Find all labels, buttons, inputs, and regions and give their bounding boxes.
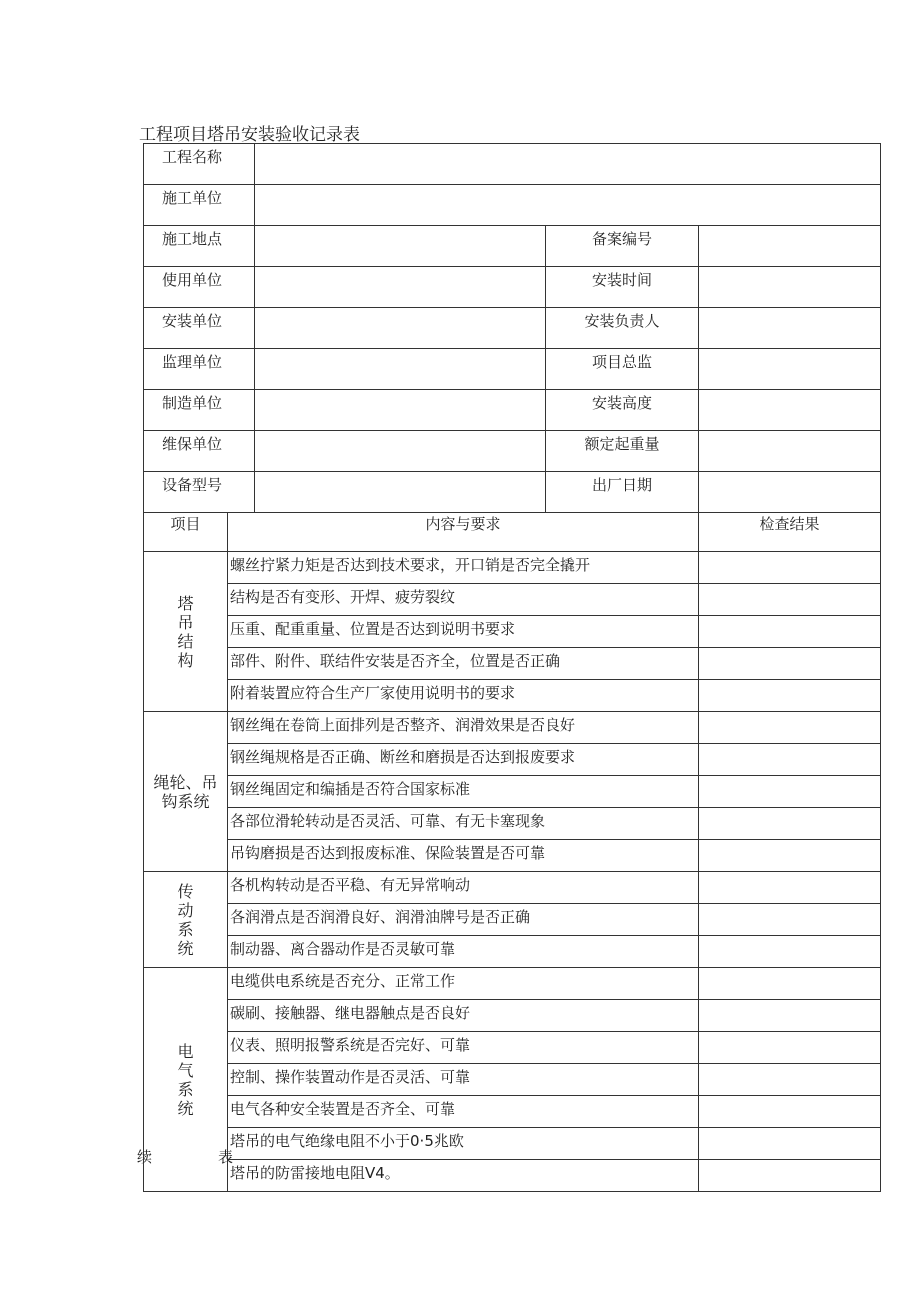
check-item-row: [144, 840, 881, 872]
check-result-field[interactable]: [699, 584, 881, 616]
info-value-field[interactable]: [255, 267, 546, 308]
info-value-field-secondary[interactable]: [699, 267, 881, 308]
info-value-field-secondary[interactable]: [699, 390, 881, 431]
check-item-text: 制动器、离合器动作是否灵敏可靠: [228, 936, 699, 968]
category-label-line: 构: [177, 650, 194, 670]
check-item-row: [144, 712, 881, 744]
category-label-line: 系: [177, 919, 194, 939]
info-value-field-secondary[interactable]: [699, 431, 881, 472]
header-result: 检查结果: [699, 513, 881, 552]
info-value-field[interactable]: [255, 349, 546, 390]
check-item-text: 塔吊的防雷接地电阻V4。: [228, 1160, 699, 1192]
info-label-secondary: 安装高度: [546, 390, 699, 431]
info-row: [144, 144, 881, 185]
check-item-text: 各部位滑轮转动是否灵活、可靠、有无卡塞现象: [228, 808, 699, 840]
check-item-row: [144, 1160, 881, 1192]
info-row: [144, 308, 881, 349]
check-result-field[interactable]: [699, 1000, 881, 1032]
check-item-text: 附着装置应符合生产厂家使用说明书的要求: [228, 680, 699, 712]
check-item-row: [144, 1032, 881, 1064]
info-row: [144, 431, 881, 472]
info-value-field-secondary[interactable]: [699, 308, 881, 349]
info-row: [144, 185, 881, 226]
info-row: [144, 472, 881, 513]
check-result-field[interactable]: [699, 744, 881, 776]
check-result-field[interactable]: [699, 872, 881, 904]
check-result-field[interactable]: [699, 712, 881, 744]
category-label-line: 结: [177, 631, 194, 651]
check-result-field[interactable]: [699, 680, 881, 712]
info-value-field[interactable]: [255, 144, 881, 185]
check-item-row: [144, 776, 881, 808]
check-item-row: [144, 1064, 881, 1096]
info-value-field[interactable]: [255, 226, 546, 267]
category-label: [144, 712, 228, 872]
check-result-field[interactable]: [699, 904, 881, 936]
check-item-row: [144, 680, 881, 712]
check-item-row: [144, 968, 881, 1000]
info-value-field[interactable]: [255, 308, 546, 349]
info-value-field[interactable]: [255, 472, 546, 513]
check-result-field[interactable]: [699, 968, 881, 1000]
category-label-line: 绳轮、吊: [153, 772, 218, 792]
check-item-text: 控制、操作装置动作是否灵活、可靠: [228, 1064, 699, 1096]
header-item: 项目: [144, 513, 228, 552]
form-title: 工程项目塔吊安装验收记录表: [139, 125, 360, 145]
info-label: 设备型号: [144, 472, 255, 513]
check-item-row: [144, 584, 881, 616]
check-item-text: 结构是否有变形、开焊、疲劳裂纹: [228, 584, 699, 616]
check-item-text: 仪表、照明报警系统是否完好、可靠: [228, 1032, 699, 1064]
acceptance-record-table: [143, 143, 881, 1192]
check-result-field[interactable]: [699, 808, 881, 840]
category-label-line: 气: [177, 1060, 194, 1080]
check-item-text: 螺丝拧紧力矩是否达到技术要求，开口销是否完全撬开: [228, 552, 699, 584]
info-row: [144, 267, 881, 308]
check-item-text: 钢丝绳规格是否正确、断丝和磨损是否达到报废要求: [228, 744, 699, 776]
check-item-text: 部件、附件、联结件安装是否齐全，位置是否正确: [228, 648, 699, 680]
info-value-field-secondary[interactable]: [699, 472, 881, 513]
check-result-field[interactable]: [699, 1064, 881, 1096]
check-result-field[interactable]: [699, 1096, 881, 1128]
category-label: [144, 552, 228, 712]
category-label-line: 统: [177, 938, 194, 958]
info-label: 施工地点: [144, 226, 255, 267]
check-result-field[interactable]: [699, 936, 881, 968]
check-item-text: 钢丝绳固定和编插是否符合国家标准: [228, 776, 699, 808]
check-item-row: [144, 616, 881, 648]
category-label-line: 统: [177, 1098, 194, 1118]
category-label-line: 塔: [177, 593, 194, 613]
check-item-text: 各机构转动是否平稳、有无异常响动: [228, 872, 699, 904]
header-content: 内容与要求: [228, 513, 699, 552]
info-value-field[interactable]: [255, 390, 546, 431]
check-item-text: 钢丝绳在卷筒上面排列是否整齐、润滑效果是否良好: [228, 712, 699, 744]
category-label: [144, 872, 228, 968]
table-header-row: [144, 513, 881, 552]
category-label-line: 传: [177, 881, 194, 901]
check-item-row: [144, 744, 881, 776]
info-value-field-secondary[interactable]: [699, 226, 881, 267]
footer-continued-right: 表: [218, 1148, 234, 1166]
info-label: 工程名称: [144, 144, 255, 185]
check-item-row: [144, 552, 881, 584]
check-item-text: 压重、配重重量、位置是否达到说明书要求: [228, 616, 699, 648]
check-result-field[interactable]: [699, 840, 881, 872]
check-item-row: [144, 904, 881, 936]
check-result-field[interactable]: [699, 616, 881, 648]
info-label: 维保单位: [144, 431, 255, 472]
info-label: 使用单位: [144, 267, 255, 308]
footer-continued-left: 续: [137, 1148, 153, 1166]
category-label-line: 系: [177, 1079, 194, 1099]
category-label: [144, 968, 228, 1192]
check-item-text: 碳刷、接触器、继电器触点是否良好: [228, 1000, 699, 1032]
info-label: 监理单位: [144, 349, 255, 390]
check-item-text: 吊钩磨损是否达到报废标准、保险装置是否可靠: [228, 840, 699, 872]
info-value-field-secondary[interactable]: [699, 349, 881, 390]
category-label-line: 钩系统: [161, 791, 210, 811]
info-label-secondary: 安装时间: [546, 267, 699, 308]
info-label: 制造单位: [144, 390, 255, 431]
info-row: [144, 226, 881, 267]
check-result-field[interactable]: [699, 1032, 881, 1064]
info-label-secondary: 项目总监: [546, 349, 699, 390]
check-item-text: 塔吊的电气绝缘电阻不小于0·5兆欧: [228, 1128, 699, 1160]
info-label: 施工单位: [144, 185, 255, 226]
check-item-row: [144, 1000, 881, 1032]
check-item-text: 电气各种安全装置是否齐全、可靠: [228, 1096, 699, 1128]
check-item-row: [144, 1128, 881, 1160]
check-item-text: 电缆供电系统是否充分、正常工作: [228, 968, 699, 1000]
check-item-row: [144, 808, 881, 840]
check-result-field[interactable]: [699, 552, 881, 584]
check-item-row: [144, 1096, 881, 1128]
check-item-text: 各润滑点是否润滑良好、润滑油牌号是否正确: [228, 904, 699, 936]
check-result-field[interactable]: [699, 776, 881, 808]
category-label-line: 电: [177, 1041, 194, 1061]
category-label-line: 动: [177, 900, 194, 920]
check-result-field[interactable]: [699, 1160, 881, 1192]
category-label-line: 吊: [177, 612, 194, 632]
check-item-row: [144, 872, 881, 904]
info-label-secondary: 额定起重量: [546, 431, 699, 472]
info-label-secondary: 出厂日期: [546, 472, 699, 513]
check-item-row: [144, 936, 881, 968]
info-label-secondary: 备案编号: [546, 226, 699, 267]
info-label-secondary: 安装负责人: [546, 308, 699, 349]
info-value-field[interactable]: [255, 431, 546, 472]
check-result-field[interactable]: [699, 1128, 881, 1160]
info-label: 安装单位: [144, 308, 255, 349]
info-row: [144, 349, 881, 390]
check-item-row: [144, 648, 881, 680]
info-row: [144, 390, 881, 431]
info-value-field[interactable]: [255, 185, 881, 226]
check-result-field[interactable]: [699, 648, 881, 680]
